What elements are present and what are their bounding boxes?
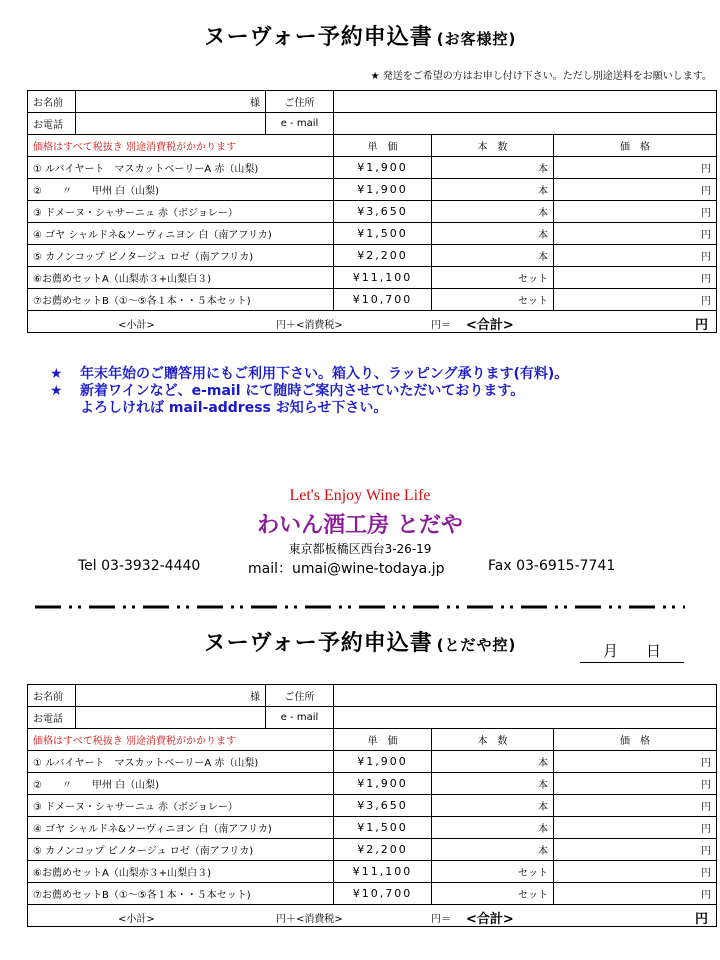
table-row <box>28 773 717 795</box>
line-total-field[interactable] <box>554 883 717 905</box>
line-total-field[interactable] <box>554 839 717 861</box>
total-label: <合計> <box>466 912 514 927</box>
address-field[interactable] <box>334 91 717 113</box>
table-row <box>28 267 717 289</box>
item-unit: セット <box>518 868 548 879</box>
shop-fax: Fax 03-6915-7741 <box>488 558 616 574</box>
item-unit: 本 <box>538 758 548 769</box>
line-total-field[interactable] <box>554 157 717 179</box>
table-row <box>28 289 717 311</box>
name-label: お名前 <box>28 685 76 707</box>
quantity-field[interactable] <box>432 289 554 311</box>
address-field[interactable] <box>334 685 717 707</box>
quantity-field[interactable] <box>432 267 554 289</box>
line-total-field[interactable] <box>554 817 717 839</box>
line-total-field[interactable] <box>554 267 717 289</box>
name-field[interactable] <box>76 685 266 707</box>
form2-subtitle: (とだや控) <box>436 636 517 654</box>
table-row <box>28 201 717 223</box>
item-price: ¥3,650 <box>334 795 432 817</box>
yen-unit: 円 <box>701 208 712 219</box>
item-label: ③ ドメーヌ・シャサーニュ 赤（ボジョレー） <box>28 201 334 223</box>
notice-line <box>50 383 568 400</box>
order-table-2 <box>27 684 717 927</box>
table-row <box>28 751 717 773</box>
table-row <box>28 179 717 201</box>
line-total-field[interactable] <box>554 795 717 817</box>
item-unit: 本 <box>538 208 548 219</box>
item-price: ¥1,900 <box>334 179 432 201</box>
table-row <box>28 883 717 905</box>
yen-unit: 円 <box>701 758 712 769</box>
yen-unit: 円 <box>701 230 712 241</box>
form1-title-text: ヌーヴォー予約申込書 <box>203 25 433 50</box>
item-label: ② 〃 甲州 白（山梨) <box>28 179 334 201</box>
summary-cell[interactable] <box>28 311 717 333</box>
total-label: <合計> <box>466 318 514 333</box>
line-total-field[interactable] <box>554 861 717 883</box>
phone-field[interactable] <box>76 707 266 729</box>
yen-unit: 円 <box>701 164 712 175</box>
line-total-field[interactable] <box>554 245 717 267</box>
line-total-field[interactable] <box>554 179 717 201</box>
table-row <box>28 817 717 839</box>
email-field[interactable] <box>334 707 717 729</box>
item-price: ¥11,100 <box>334 267 432 289</box>
line-total-field[interactable] <box>554 773 717 795</box>
item-price: ¥3,650 <box>334 201 432 223</box>
tax-note: 価格はすべて税抜き 別途消費税がかかります <box>28 135 334 157</box>
item-label: ③ ドメーヌ・シャサーニュ 赤（ボジョレー） <box>28 795 334 817</box>
order-table-1 <box>27 90 717 333</box>
phone-label: お電話 <box>28 707 76 729</box>
tax-label: 円＋<消費税> <box>276 320 343 331</box>
notice-text: よろしければ mail-address お知らせ下さい。 <box>80 400 388 416</box>
summary-cell[interactable] <box>28 905 717 927</box>
quantity-field[interactable] <box>432 179 554 201</box>
item-unit: 本 <box>538 846 548 857</box>
yen-unit: 円 <box>701 890 712 901</box>
line-total-field[interactable] <box>554 223 717 245</box>
item-price: ¥2,200 <box>334 245 432 267</box>
notice-text: 新着ワインなど、e-mail にて随時ご案内させていただいております。 <box>80 383 525 399</box>
yen-unit: 円 <box>701 846 712 857</box>
summary-row <box>28 311 717 333</box>
unit-price-header: 単 価 <box>334 135 432 157</box>
subtotal-label: <小計> <box>118 914 155 925</box>
item-label: ④ ゴヤ シャルドネ&ソーヴィニヨン 白（南アフリカ) <box>28 817 334 839</box>
month-label: 月 <box>602 642 618 660</box>
yen-unit: 円 <box>701 296 712 307</box>
notice-block <box>50 366 568 417</box>
table-row <box>28 245 717 267</box>
tax-label: 円＋<消費税> <box>276 914 343 925</box>
price-header: 価 格 <box>554 729 717 751</box>
item-label: ② 〃 甲州 白（山梨) <box>28 773 334 795</box>
quantity-header: 本 数 <box>432 729 554 751</box>
item-price: ¥1,900 <box>334 751 432 773</box>
item-unit: セット <box>518 296 548 307</box>
honorific: 様 <box>250 692 260 703</box>
notice-line <box>50 400 568 417</box>
item-label: ⑦お薦めセットB（①〜⑤各１本・・５本セット) <box>28 289 334 311</box>
tax-note: 価格はすべて税抜き 別途消費税がかかります <box>28 729 334 751</box>
quantity-field[interactable] <box>432 201 554 223</box>
quantity-field[interactable] <box>432 817 554 839</box>
item-price: ¥10,700 <box>334 883 432 905</box>
quantity-field[interactable] <box>432 839 554 861</box>
item-label: ⑥お薦めセットA（山梨赤３+山梨白３) <box>28 267 334 289</box>
quantity-field[interactable] <box>432 773 554 795</box>
shipping-note: ★ 発送をご希望の方はお申し付け下さい。ただし別途送料をお願いします。 <box>370 71 712 82</box>
price-header: 価 格 <box>554 135 717 157</box>
phone-label: お電話 <box>28 113 76 135</box>
total-yen: 円 <box>695 318 709 333</box>
item-unit: 本 <box>538 186 548 197</box>
phone-field[interactable] <box>76 113 266 135</box>
item-unit: 本 <box>538 252 548 263</box>
table-row <box>28 157 717 179</box>
quantity-header: 本 数 <box>432 135 554 157</box>
unit-price-header: 単 価 <box>334 729 432 751</box>
shop-mail: mail：umai@wine-todaya.jp <box>248 561 445 577</box>
quantity-field[interactable] <box>432 157 554 179</box>
day-label: 日 <box>646 642 662 660</box>
email-label: e - mail <box>266 113 334 135</box>
item-unit: 本 <box>538 780 548 791</box>
equals-label: 円＝ <box>431 914 451 925</box>
quantity-field[interactable] <box>432 795 554 817</box>
subtotal-label: <小計> <box>118 320 155 331</box>
item-unit: 本 <box>538 230 548 241</box>
item-label: ④ ゴヤ シャルドネ&ソーヴィニヨン 白（南アフリカ) <box>28 223 334 245</box>
line-total-field[interactable] <box>554 289 717 311</box>
total-yen: 円 <box>695 912 709 927</box>
address-label: ご住所 <box>266 685 334 707</box>
item-label: ⑤ カノンコップ ピノタージュ ロゼ（南アフリカ) <box>28 839 334 861</box>
email-label: e - mail <box>266 707 334 729</box>
cut-line <box>35 604 685 610</box>
name-label: お名前 <box>28 91 76 113</box>
shop-tel: Tel 03-3932-4440 <box>78 558 201 574</box>
address-label: ご住所 <box>266 91 334 113</box>
notice-line <box>50 366 568 383</box>
item-price: ¥11,100 <box>334 861 432 883</box>
table-row <box>28 861 717 883</box>
item-unit: 本 <box>538 824 548 835</box>
item-price: ¥1,500 <box>334 223 432 245</box>
name-field[interactable] <box>76 91 266 113</box>
item-unit: セット <box>518 890 548 901</box>
quantity-field[interactable] <box>432 223 554 245</box>
item-unit: セット <box>518 274 548 285</box>
notice-spacer <box>50 400 80 417</box>
yen-unit: 円 <box>701 824 712 835</box>
email-field[interactable] <box>334 113 717 135</box>
yen-unit: 円 <box>701 802 712 813</box>
shop-slogan: Let's Enjoy Wine Life <box>289 487 431 504</box>
table-row <box>28 795 717 817</box>
item-price: ¥2,200 <box>334 839 432 861</box>
equals-label: 円＝ <box>431 320 451 331</box>
yen-unit: 円 <box>701 780 712 791</box>
shop-address: 東京都板橋区西台3-26-19 <box>288 542 432 556</box>
yen-unit: 円 <box>701 252 712 263</box>
honorific: 様 <box>250 98 260 109</box>
table-row <box>28 839 717 861</box>
item-price: ¥1,500 <box>334 817 432 839</box>
yen-unit: 円 <box>701 868 712 879</box>
item-label: ⑦お薦めセットB（①〜⑤各１本・・５本セット) <box>28 883 334 905</box>
item-price: ¥1,900 <box>334 773 432 795</box>
item-label: ⑥お薦めセットA（山梨赤３+山梨白３) <box>28 861 334 883</box>
item-label: ⑤ カノンコップ ピノタージュ ロゼ（南アフリカ) <box>28 245 334 267</box>
yen-unit: 円 <box>701 274 712 285</box>
summary-row <box>28 905 717 927</box>
form2-title-text: ヌーヴォー予約申込書 <box>203 631 433 656</box>
item-label: ① ルバイヤート マスカットベーリーA 赤（山梨) <box>28 751 334 773</box>
line-total-field[interactable] <box>554 751 717 773</box>
table-row <box>28 223 717 245</box>
star-icon: ★ <box>50 366 63 382</box>
item-label: ① ルバイヤート マスカットベーリーA 赤（山梨) <box>28 157 334 179</box>
quantity-field[interactable] <box>432 883 554 905</box>
date-field[interactable] <box>580 640 684 663</box>
notice-text: 年末年始のご贈答用にもご利用下さい。箱入り、ラッピング承ります(有料)。 <box>80 366 569 382</box>
quantity-field[interactable] <box>432 861 554 883</box>
star-icon: ★ <box>50 383 63 399</box>
item-price: ¥10,700 <box>334 289 432 311</box>
item-price: ¥1,900 <box>334 157 432 179</box>
form1-subtitle: (お客様控) <box>436 30 517 48</box>
item-unit: 本 <box>538 164 548 175</box>
line-total-field[interactable] <box>554 201 717 223</box>
quantity-field[interactable] <box>432 751 554 773</box>
item-unit: 本 <box>538 802 548 813</box>
yen-unit: 円 <box>701 186 712 197</box>
quantity-field[interactable] <box>432 245 554 267</box>
shop-name: わいん酒工房 とだや <box>257 513 463 538</box>
form1-title <box>0 20 720 51</box>
